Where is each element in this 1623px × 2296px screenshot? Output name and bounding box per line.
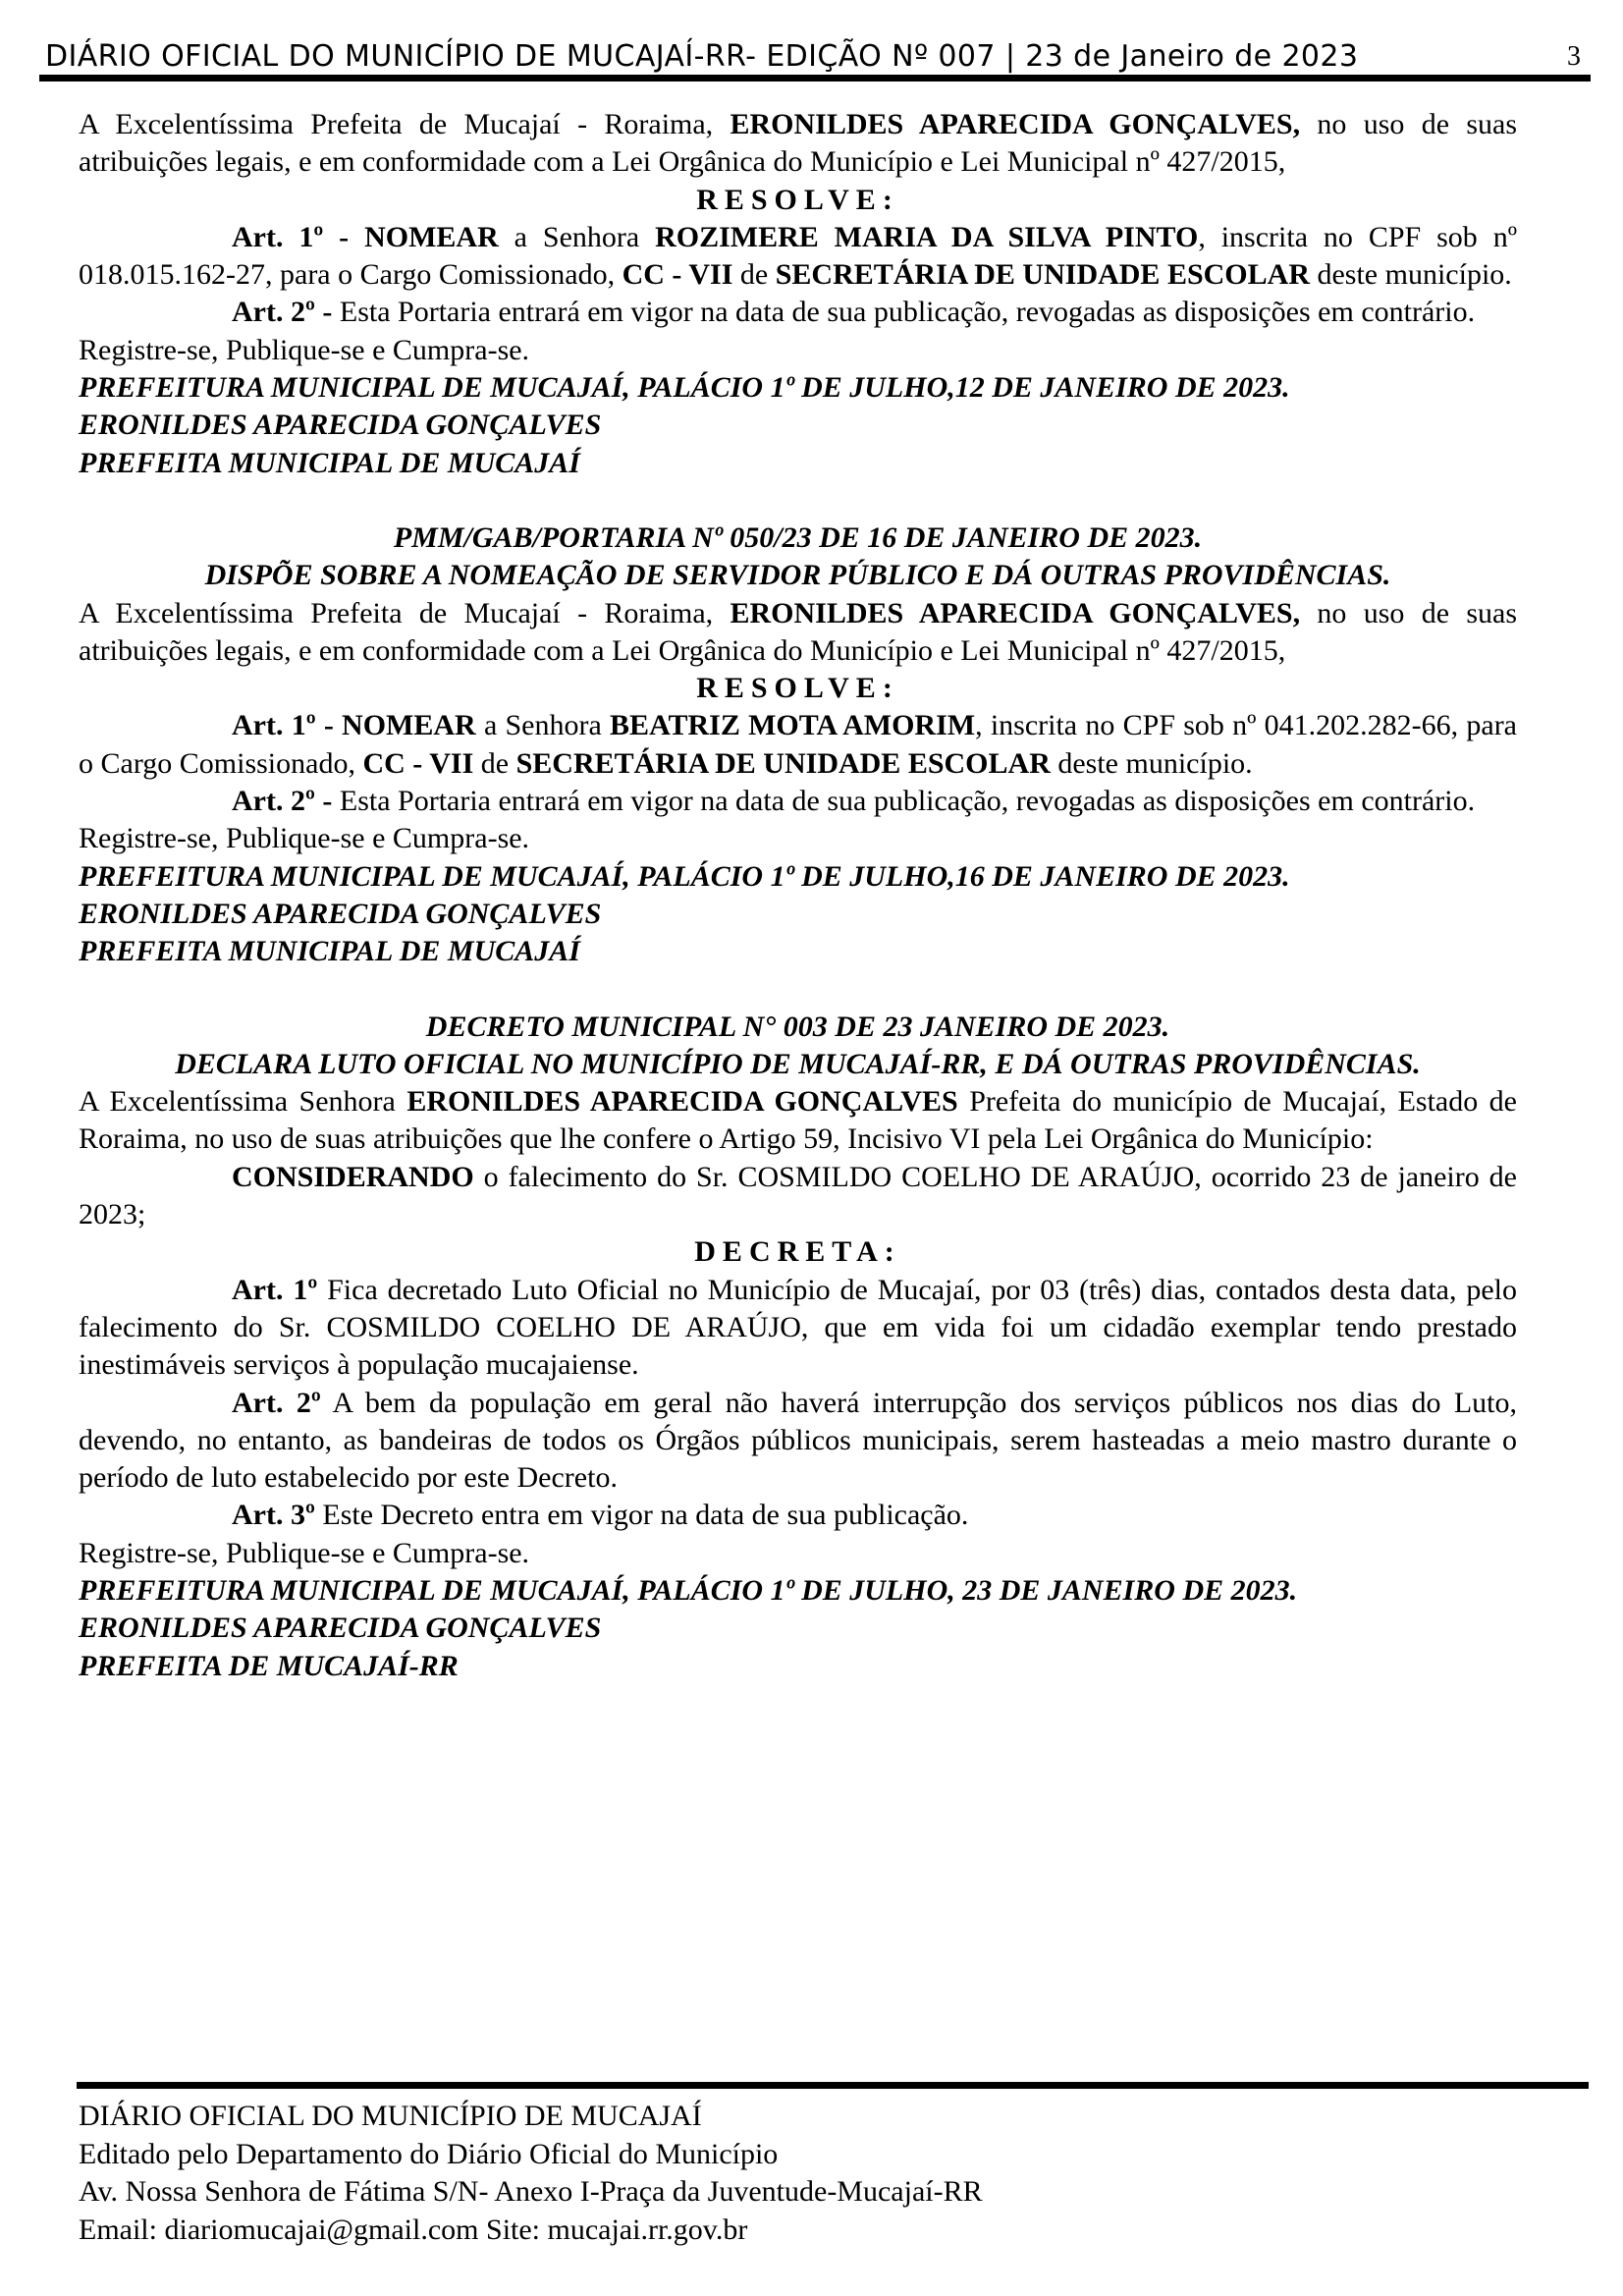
portaria-2-signature-name: ERONILDES APARECIDA GONÇALVES <box>79 897 602 930</box>
footer-publication-name: DIÁRIO OFICIAL DO MUNICÍPIO DE MUCAJAÍ <box>79 2100 702 2132</box>
portaria-2-art2: Art. 2º - Esta Portaria entrará em vigor na data de sua publicação, revogadas as disposições em contrário. <box>232 785 1476 818</box>
header-rule <box>39 75 1591 82</box>
page-header <box>39 39 1591 79</box>
decreto-art2: Art. 2º A bem da população em geral não haverá interrupção dos serviços públicos nos dias do Luto, devendo, no entanto, as bandeiras de todos os Órgãos públicos municipais, serem hasteadas a meio mastro durante o período de luto estabelecido por este Decreto. <box>79 1386 1518 1495</box>
page-footer <box>79 2098 983 2249</box>
decreto-preamble: A Excelentíssima Senhora ERONILDES APARECIDA GONÇALVES Prefeita do município de Mucajaí, Estado de Roraima, no uso de suas atribuições que lhe confere o Artigo 59, Incisivo VI pela Lei Orgânica do Município: <box>79 1085 1517 1156</box>
portaria-1-preamble: A Excelentíssima Prefeita de Mucajaí - Roraima, ERONILDES APARECIDA GONÇALVES, no uso de suas atribuições legais, e em conformidade com a Lei Orgânica do Município e Lei Municipal nº 427/2015, <box>79 108 1517 179</box>
decreto-decreta: DECRETA: <box>694 1235 901 1269</box>
portaria-2-subtitle: DISPÕE SOBRE A NOMEAÇÃO DE SERVIDOR PÚBLICO E DÁ OUTRAS PROVIDÊNCIAS. <box>204 559 1391 592</box>
page-number: 3 <box>1567 41 1581 72</box>
header-title: DIÁRIO OFICIAL DO MUNICÍPIO DE MUCAJAÍ-RR- EDIÇÃO Nº 007 | 23 de Janeiro de 2023 <box>45 39 1359 74</box>
footer-editor: Editado pelo Departamento do Diário Oficial do Município <box>79 2137 779 2170</box>
portaria-1-signature-title: PREFEITA MUNICIPAL DE MUCAJAÍ <box>79 446 580 479</box>
portaria-1 <box>79 106 1517 482</box>
decreto-signature-title: PREFEITA DE MUCAJAÍ-RR <box>79 1649 459 1682</box>
document-body <box>79 106 1517 1685</box>
portaria-2-registre: Registre-se, Publique-se e Cumpra-se. <box>79 822 530 855</box>
portaria-2-signature-title: PREFEITA MUNICIPAL DE MUCAJAÍ <box>79 935 580 968</box>
portaria-2-resolve: RESOLVE: <box>696 672 899 705</box>
decreto-subtitle: DECLARA LUTO OFICIAL NO MUNICÍPIO DE MUCAJAÍ-RR, E DÁ OUTRAS PROVIDÊNCIAS. <box>175 1047 1421 1080</box>
portaria-1-art2: Art. 2º - Esta Portaria entrará em vigor na data de sua publicação, revogadas as disposições em contrário. <box>232 296 1476 329</box>
portaria-1-registre: Registre-se, Publique-se e Cumpra-se. <box>79 333 530 366</box>
section-spacer <box>79 482 1517 519</box>
portaria-2-palacio: PREFEITURA MUNICIPAL DE MUCAJAÍ, PALÁCIO 1º DE JULHO,16 DE JANEIRO DE 2023. <box>79 859 1290 893</box>
portaria-1-art1: Art. 1º - NOMEAR a Senhora ROZIMERE MARIA DA SILVA PINTO, inscrita no CPF sob nº 018.015.162-27, para o Cargo Comissionado, CC - VII de SECRETÁRIA DE UNIDADE ESCOLAR deste município. <box>79 220 1517 292</box>
footer-contact: Email: diariomucajai@gmail.com Site: mucajai.rr.gov.br <box>79 2213 748 2246</box>
portaria-1-resolve: RESOLVE: <box>696 183 899 216</box>
decreto-registre: Registre-se, Publique-se e Cumpra-se. <box>79 1536 530 1569</box>
portaria-1-signature-name: ERONILDES APARECIDA GONÇALVES <box>79 409 602 442</box>
footer-rule <box>77 2082 1589 2089</box>
portaria-2-title: PMM/GAB/PORTARIA Nº 050/23 DE 16 DE JANEIRO DE 2023. <box>393 520 1203 554</box>
section-spacer <box>79 971 1517 1009</box>
footer-address: Av. Nossa Senhora de Fátima S/N- Anexo I-Praça da Juventude-Mucajaí-RR <box>79 2175 983 2208</box>
decreto-title: DECRETO MUNICIPAL N° 003 DE 23 JANEIRO DE 2023. <box>425 1010 1170 1043</box>
portaria-2-art1: Art. 1º - NOMEAR a Senhora BEATRIZ MOTA AMORIM, inscrita no CPF sob nº 041.202.282-66, para o Cargo Comissionado, CC - VII de SECRETÁRIA DE UNIDADE ESCOLAR deste município. <box>79 709 1517 780</box>
decreto-palacio: PREFEITURA MUNICIPAL DE MUCAJAÍ, PALÁCIO 1º DE JULHO, 23 DE JANEIRO DE 2023. <box>79 1573 1298 1607</box>
decreto <box>79 1009 1517 1685</box>
portaria-2-preamble: A Excelentíssima Prefeita de Mucajaí - Roraima, ERONILDES APARECIDA GONÇALVES, no uso de suas atribuições legais, e em conformidade com a Lei Orgânica do Município e Lei Municipal nº 427/2015, <box>79 596 1517 667</box>
decreto-art1: Art. 1º Fica decretado Luto Oficial no Município de Mucajaí, por 03 (três) dias, contados desta data, pelo falecimento do Sr. COSMILDO COELHO DE ARAÚJO, que em vida foi um cidadão exemplar tendo prestado inestimáveis serviços à população mucajaiense. <box>79 1273 1517 1382</box>
portaria-1-palacio: PREFEITURA MUNICIPAL DE MUCAJAÍ, PALÁCIO 1º DE JULHO,12 DE JANEIRO DE 2023. <box>79 371 1290 405</box>
decreto-art3: Art. 3º Este Decreto entra em vigor na data de sua publicação. <box>232 1499 969 1532</box>
decreto-signature-name: ERONILDES APARECIDA GONÇALVES <box>79 1612 602 1645</box>
decreto-considerando: CONSIDERANDO o falecimento do Sr. COSMILDO COELHO DE ARAÚJO, ocorrido 23 de janeiro de 2023; <box>79 1160 1517 1231</box>
portaria-2 <box>79 519 1517 971</box>
